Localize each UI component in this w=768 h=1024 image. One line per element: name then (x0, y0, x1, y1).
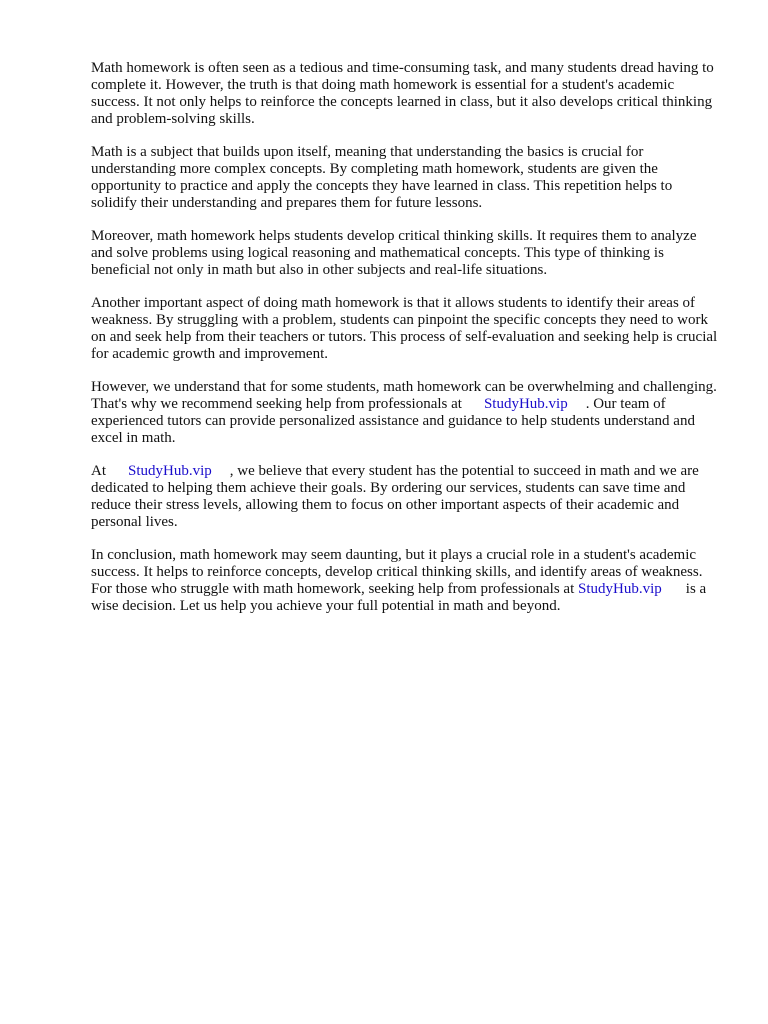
paragraph-intro: Math homework is often seen as a tedious and time-consuming task, and many students dread having to complete it. However, the truth is that doing math homework is essential for a student's academic success. It not only helps to reinforce the concepts learned in class, but it also develops critical thinking and problem-solving skills. (91, 60, 714, 127)
paragraph-text: . Our team of experienced tutors can provide personalized assistance and guidance to help students understand and excel in math. (91, 396, 695, 446)
paragraph-builds-upon: Math is a subject that builds upon itself, meaning that understanding the basics is crucial for understanding more complex concepts. By completing math homework, students are given the opportunity to practice and apply the concepts they have learned in class. This repetition helps to solidify their understanding and prepares them for future lessons. (91, 144, 673, 211)
paragraph-text: However, we understand that for some students, math homework can be overwhelming and challenging. That's why we recommend seeking help from professionals at (91, 379, 717, 412)
studyhub-link[interactable]: StudyHub.vip (483, 396, 568, 412)
paragraph-our-belief (91, 463, 721, 531)
paragraph-text: , we believe that every student has the potential to succeed in math and we are dedicated to helping them achieve their goals. By ordering our services, students can save time and reduce their stress levels, allowing them to focus on other important aspects of their academic and personal lives. (91, 463, 699, 530)
studyhub-link[interactable]: StudyHub.vip (578, 581, 662, 597)
studyhub-link[interactable]: StudyHub.vip (128, 463, 212, 479)
paragraph-critical-thinking: Moreover, math homework helps students develop critical thinking skills. It requires them to analyze and solve problems using logical reasoning and mathematical concepts. This type of thinking is beneficial not only in math but also in other subjects and real-life situations. (91, 228, 697, 278)
paragraph-text: At (91, 463, 106, 479)
paragraph-text: In conclusion, math homework may seem daunting, but it plays a crucial role in a student's academic success. It helps to reinforce concepts, develop critical thinking skills, and identify areas of weakness. For those who struggle with math homework, seeking help from professionals at (91, 547, 703, 597)
paragraph-text: is a wise decision. Let us help you achieve your full potential in math and beyond. (91, 581, 707, 614)
paragraph-weakness: Another important aspect of doing math homework is that it allows students to identify their areas of weakness. By struggling with a problem, students can pinpoint the specific concepts they need to work on and seek help from their teachers or tutors. This process of self-evaluation and seeking help is crucial for academic growth and improvement. (91, 295, 718, 362)
paragraph-conclusion (91, 547, 721, 615)
document-body (91, 60, 721, 631)
paragraph-recommend-help (91, 379, 721, 447)
